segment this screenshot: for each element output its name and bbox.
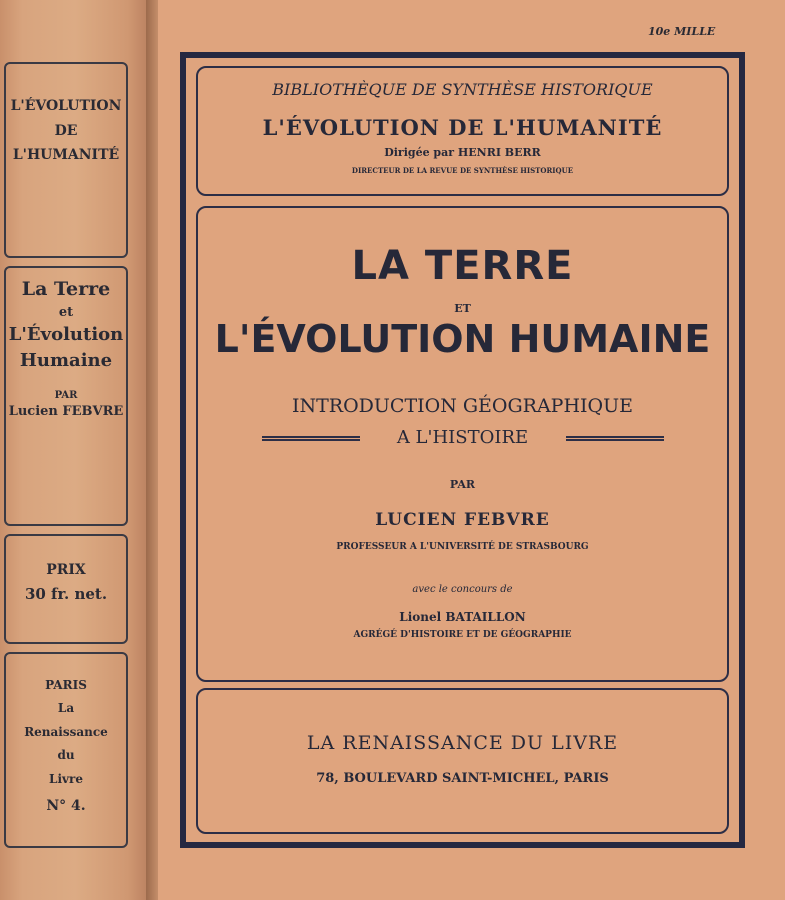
publisher-name: LA RENAISSANCE DU LIVRE xyxy=(306,732,619,754)
spine-par: PAR xyxy=(54,389,78,401)
spine-price-label: PRIX xyxy=(46,562,86,578)
spine-series-line: L'ÉVOLUTION xyxy=(10,98,122,114)
spine-author: Lucien FEBVRE xyxy=(8,404,124,420)
spine-title-box xyxy=(4,266,128,526)
publisher-box xyxy=(196,688,729,834)
spine-title-line: et xyxy=(58,304,74,320)
book-subtitle-line1: INTRODUCTION GÉOGRAPHIQUE xyxy=(291,395,634,417)
book-title-et: ET xyxy=(454,302,471,315)
collaborator-role: AGRÉGÉ D'HISTOIRE ET DE GÉOGRAPHIE xyxy=(353,630,572,640)
book-title-line2: L'ÉVOLUTION HUMAINE xyxy=(214,317,711,361)
spine-publisher-line: Livre xyxy=(49,771,83,786)
book-title-line1: LA TERRE xyxy=(351,243,574,289)
spine-series-line: L'HUMANITÉ xyxy=(12,147,120,163)
collaboration-label: avec le concours de xyxy=(412,584,513,595)
spine-number: N° 4. xyxy=(46,797,86,814)
by-label: PAR xyxy=(449,478,476,491)
spine-publisher-line: du xyxy=(57,748,75,763)
spine-title-line: La Terre xyxy=(21,278,111,300)
spine-publisher-line: PARIS xyxy=(45,678,87,692)
spine-publisher-box xyxy=(4,652,128,848)
spine-title-line: L'Évolution xyxy=(8,324,124,346)
director-role: DIRECTEUR DE LA REVUE DE SYNTHÈSE HISTORIQUE xyxy=(351,166,574,175)
publisher-address: 78, BOULEVARD SAINT-MICHEL, PARIS xyxy=(316,771,609,786)
spine-title-line: Humaine xyxy=(19,350,113,372)
book-subtitle-line2: A L'HISTOIRE xyxy=(396,427,529,448)
series-director: Dirigée par HENRI BERR xyxy=(384,146,541,159)
subtitle-rule-right xyxy=(566,436,664,441)
spine-price: 30 fr. net. xyxy=(24,585,108,604)
collaborator-name: Lionel BATAILLON xyxy=(399,610,526,624)
author-role: PROFESSEUR A L'UNIVERSITÉ DE STRASBOURG xyxy=(336,542,589,552)
spine-fold xyxy=(146,0,158,900)
series-title: L'ÉVOLUTION DE L'HUMANITÉ xyxy=(262,115,663,140)
spine-publisher-line: Renaissance xyxy=(24,724,108,739)
spine-series-line: DE xyxy=(54,122,78,139)
author-name: LUCIEN FEBVRE xyxy=(375,510,550,530)
spine-price-box xyxy=(4,534,128,644)
collection-name: BIBLIOTHÈQUE DE SYNTHÈSE HISTORIQUE xyxy=(272,80,653,99)
spine-series-box xyxy=(4,62,128,258)
print-run-badge: 10e MILLE xyxy=(648,25,716,38)
spine-publisher-line: La xyxy=(57,701,75,716)
